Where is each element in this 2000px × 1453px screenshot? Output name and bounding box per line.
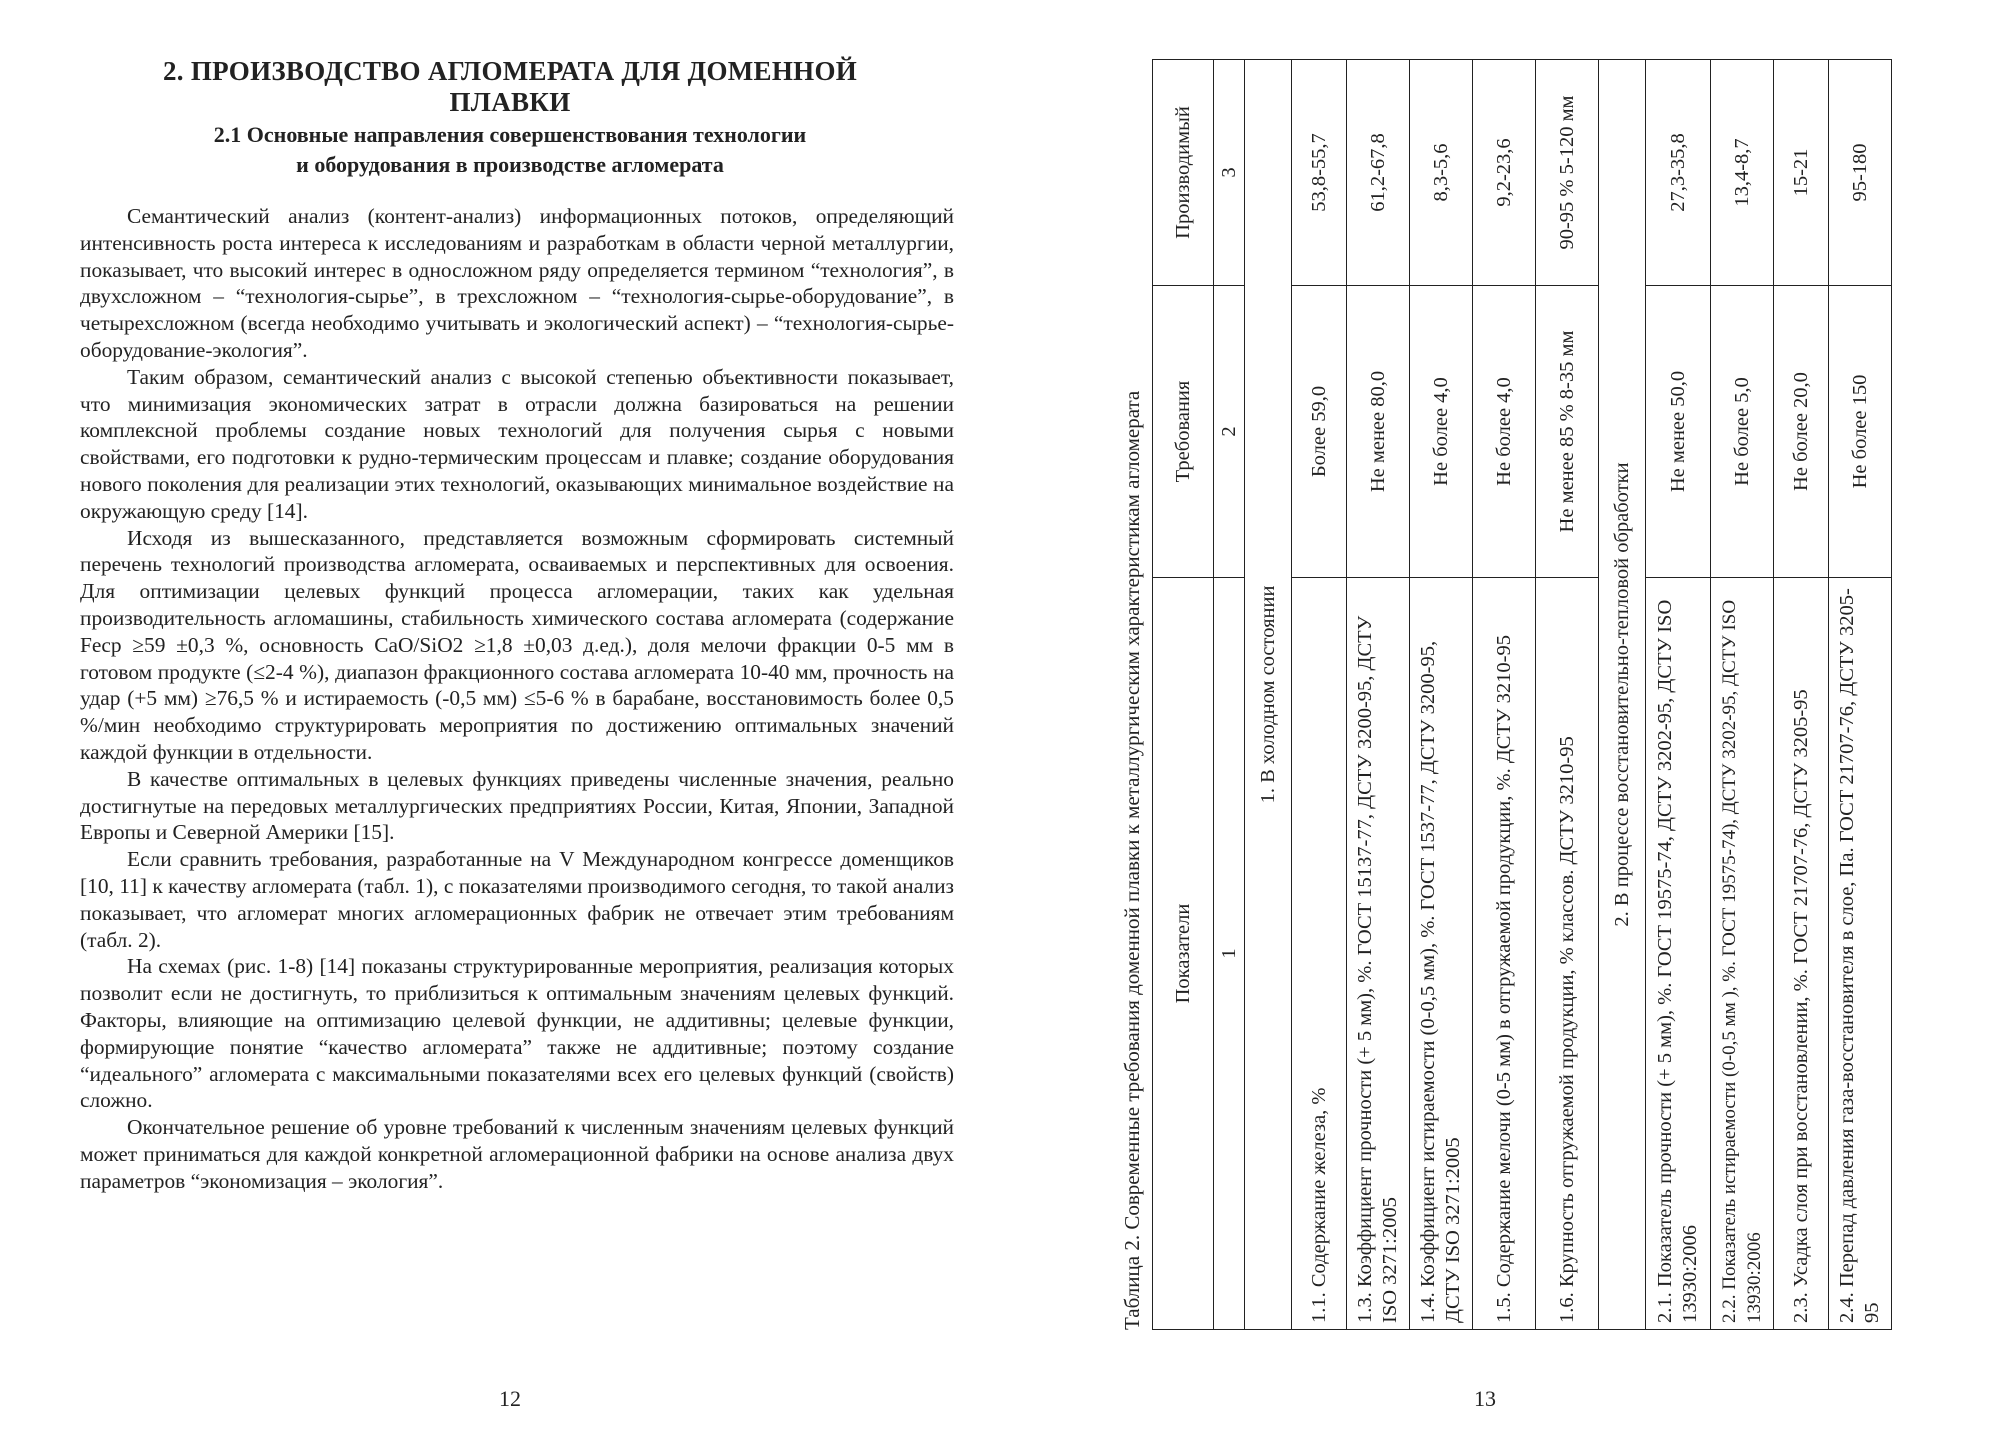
row-produced: 53,8-55,7 (1292, 60, 1347, 286)
row-produced: 15-21 (1774, 60, 1829, 286)
row-indicator: 2.4. Перепад давления газа-восстановителя в слое, Па. ГОСТ 21707-76, ДСТУ 3205-95 (1829, 578, 1892, 1330)
table-row (1347, 60, 1410, 1330)
chapter-heading: 2. ПРОИЗВОДСТВО АГЛОМЕРАТА ДЛЯ ДОМЕННОЙ ПЛАВКИ (162, 56, 858, 117)
row-indicator: 2.3. Усадка слоя при восстановлении, %. ГОСТ 21707-76, ДСТУ 3205-95 (1774, 578, 1829, 1330)
right-page (1000, 0, 2000, 1453)
table-row (1711, 60, 1774, 1330)
paragraph: Семантический анализ (контент-анализ) информационных потоков, определяющий интенсивность роста интереса к исследованиям и разработкам в области черной металлургии, показывает, что высокий интерес в односложном ряду определяется термином “технология”, в двухсложном – “технология-сырье”, в трехсложном – “технология-сырье-оборудование”, в четырехсложном (всегда необходимо учитывать и экологический аспект) – “технология-сырье-оборудование-экология”. (80, 204, 954, 362)
table-row (1774, 60, 1829, 1330)
row-indicator: 2.1. Показатель прочности (+ 5 мм), %. ГОСТ 19575-74, ДСТУ 3202-95, ДСТУ ISO 13930:2006 (1646, 578, 1711, 1330)
page-number: 12 (499, 1386, 521, 1411)
paragraph: Если сравнить требования, разработанные на V Международном конгрессе доменщиков [10, 11] к качеству агломерата (табл. 1), с показателями производимого сегодня, то такой анализ показывает, что агломерат многих агломерационных фабрик не отвечает этим требованиям (табл. 2). (80, 847, 954, 952)
row-requirement: Не менее 50,0 (1646, 286, 1711, 578)
row-produced: 95-180 (1829, 60, 1892, 286)
row-requirement: Не более 150 (1829, 286, 1892, 578)
paragraph: Исходя из вышесказанного, представляется возможным сформировать системный перечень технологий производства агломерата, осваиваемых и перспективных для освоения. Для оптимизации целевых функций процесса агломерации, таких как удельная производительность агломашины, стабильность химического состава агломерата (содержание Feср ≥59 ±0,3 %, основность CaO/SiO2 ≥1,8 ±0,03 д.ед.), доля мелочи фракции 0-5 мм в готовом продукте (≤2-4 %), диапазон фракционного состава агломерата 10-40 мм, прочность на удар (+5 мм) ≥76,5 % и истираемость (-0,5 мм) ≤5-6 % в барабане, восстановимость более 0,5 %/мин необходимо структурировать мероприятия по достижению оптимальных значений каждой функции в отдельности. (80, 525, 954, 764)
row-indicator: 1.3. Коэффициент прочности (+ 5 мм), %. ГОСТ 15137-77, ДСТУ 3200-95, ДСТУ ISO 3271:2005 (1347, 578, 1410, 1330)
section-title-reduction: 2. В процессе восстановительно-тепловой обработки (1599, 60, 1646, 1330)
section-title-cold: 1. В холодном состоянии (1245, 60, 1292, 1330)
row-requirement: Не более 4,0 (1410, 286, 1473, 578)
section-heading (150, 120, 870, 180)
table-header-row (1153, 60, 1214, 1330)
row-produced: 8,3-5,6 (1410, 60, 1473, 286)
row-indicator: 1.4. Коэффициент истираемости (0-0,5 мм), %. ГОСТ 1537-77, ДСТУ 3200-95, ДСТУ ISO 3271:2005 (1410, 578, 1473, 1330)
column-number: 1 (1214, 578, 1245, 1330)
requirements-table (1152, 59, 1892, 1330)
paragraph: Окончательное решение об уровне требований к численным значениям целевых функций может приниматься для каждой конкретной агломерационной фабрики на основе анализа двух параметров “экономизация – экология”. (80, 1115, 954, 1193)
row-requirement: Более 59,0 (1292, 286, 1347, 578)
row-indicator: 1.5. Содержание мелочи (0-5 мм) в отгружаемой продукции, %. ДСТУ 3210-95 (1473, 578, 1536, 1330)
row-produced: 90-95 % 5-120 мм (1536, 60, 1599, 286)
paragraph: На схемах (рис. 1-8) [14] показаны структурированные мероприятия, реализация которых позволит если не достигнуть, то приблизиться к оптимальным значениям целевых функций. Факторы, влияющие на оптимизацию целевой функции, не аддитивны; целевые функции, формирующие понятие “качество агломерата” также не аддитивные; поэтому создание “идеального” агломерата с максимальными показателями всех его целевых функций (свойств) сложно. (80, 954, 954, 1113)
paragraph: В качестве оптимальных в целевых функциях приведены численные значения, реально достигнутые на передовых металлургических предприятиях России, Китая, Японии, Западной Европы и Северной Америки [15]. (80, 766, 954, 845)
header-indicators: Показатели (1153, 578, 1214, 1330)
header-produced: Производимый (1153, 60, 1214, 286)
row-produced: 13,4-8,7 (1711, 60, 1774, 286)
table-row (1410, 60, 1473, 1330)
section-heading-line2: и оборудования в производстве агломерата (296, 152, 724, 177)
body-text (80, 203, 954, 1194)
column-number-row (1214, 60, 1245, 1330)
section-row (1245, 60, 1292, 1330)
row-requirement: Не менее 85 % 8-35 мм (1536, 286, 1599, 578)
table-row (1292, 60, 1347, 1330)
header-requirements: Требования (1153, 286, 1214, 578)
column-number: 3 (1214, 60, 1245, 286)
table-row (1646, 60, 1711, 1330)
table-row (1829, 60, 1892, 1330)
row-requirement: Не более 5,0 (1711, 286, 1774, 578)
rotated-table-block (1112, 60, 1884, 1330)
table-row (1473, 60, 1536, 1330)
section-row (1599, 60, 1646, 1330)
paragraph: Таким образом, семантический анализ с высокой степенью объективности показывает, что минимизация экономических затрат в отрасли должна базироваться на решении комплексной проблемы создание новых технологий для получения сырья с новыми свойствами, его подготовки к рудно-термическим процессам и плавке; создание оборудования нового поколения для реализации этих технологий, оказывающих минимальное воздействие на окружающую среду [14]. (80, 364, 954, 523)
table-row (1536, 60, 1599, 1330)
row-requirement: Не более 20,0 (1774, 286, 1829, 578)
column-number: 2 (1214, 286, 1245, 578)
row-indicator: 2.2. Показатель истираемости (0-0,5 мм ), %. ГОСТ 19575-74), ДСТУ 3202-95, ДСТУ ISO 13930:2006 (1711, 578, 1774, 1330)
row-indicator: 1.6. Крупность отгружаемой продукции, % классов. ДСТУ 3210-95 (1536, 578, 1599, 1330)
row-requirement: Не менее 80,0 (1347, 286, 1410, 578)
row-produced: 9,2-23,6 (1473, 60, 1536, 286)
page-number: 13 (1474, 1386, 1496, 1411)
row-indicator: 1.1. Содержание железа, % (1292, 578, 1347, 1330)
row-requirement: Не более 4,0 (1473, 286, 1536, 578)
table-caption: Таблица 2. Современные требования доменной плавки к металлургическим характеристикам агломерата (1120, 390, 1144, 1330)
section-heading-line1: 2.1 Основные направления совершенствования технологии (213, 122, 807, 147)
row-produced: 61,2-67,8 (1347, 60, 1410, 286)
row-produced: 27,3-35,8 (1646, 60, 1711, 286)
